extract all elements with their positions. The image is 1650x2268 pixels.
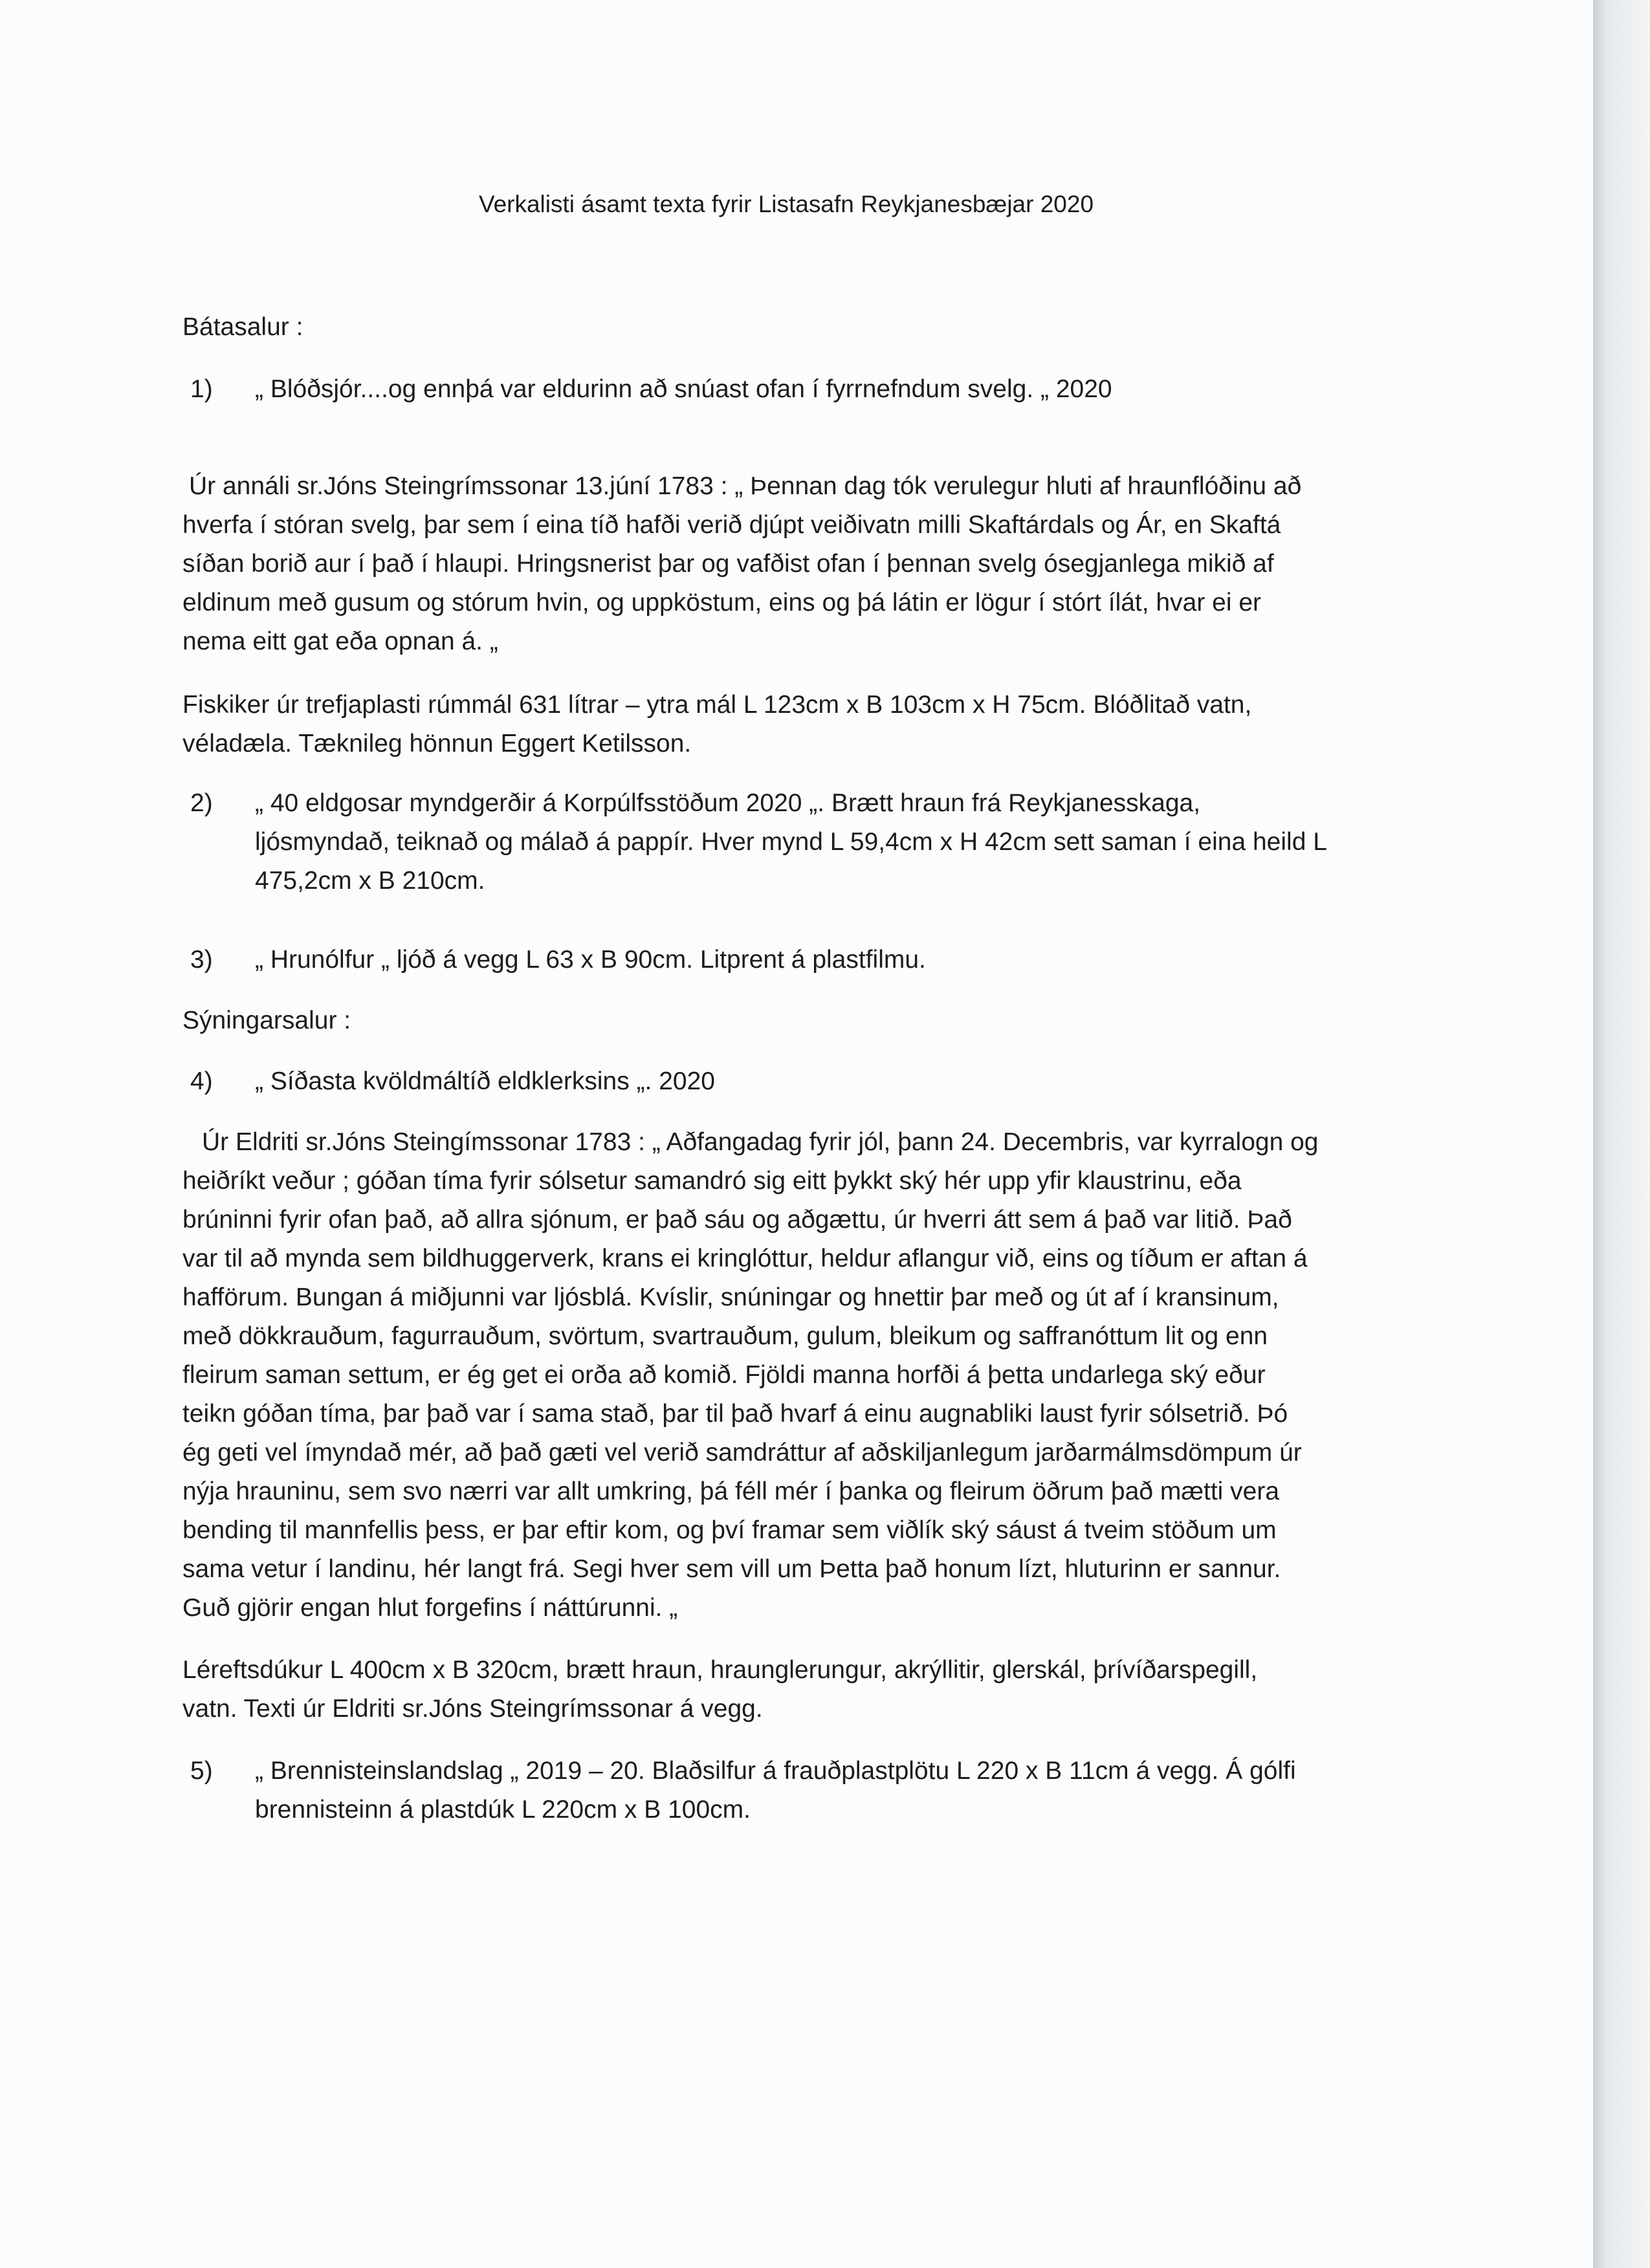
quote-line: sama vetur í landinu, hér langt frá. Segi hver sem vill um Þetta það honum lízt, hluturinn er sannur. bbox=[182, 1555, 1281, 1583]
materials-line: Fiskiker úr trefjaplasti rúmmál 631 lítrar – ytra mál L 123cm x B 103cm x H 75cm. Blóðlitað vatn, bbox=[182, 691, 1252, 719]
quote-line: fleirum saman settum, er ég get ei orða að komið. Fjöldi manna horfði á þetta undarlega ský eður bbox=[182, 1361, 1266, 1389]
quote-line: nema eitt gat eða opnan á. „ bbox=[182, 627, 498, 655]
item-2-line: ljósmyndað, teiknað og málað á pappír. Hver mynd L 59,4cm x H 42cm sett saman í eina heild L bbox=[255, 828, 1327, 856]
quote-line: eldinum með gusum og stórum hvin, og uppköstum, eins og þá látin er lögur í stórt ílát, hvar ei er bbox=[182, 589, 1262, 616]
quote-line: heiðríkt veður ; góðan tíma fyrir sólsetur samandró sig eitt þykkt ský hér upp yfir klaustrinu, eða bbox=[182, 1167, 1242, 1195]
eldrit-quote bbox=[202, 1123, 1318, 1162]
annal-quote bbox=[189, 467, 1301, 506]
item-3-text bbox=[255, 941, 926, 979]
section-heading-syningarsalur: Sýningarsalur : bbox=[182, 1007, 351, 1034]
document-title: Verkalisti ásamt texta fyrir Listasafn Reykjanesbæjar 2020 bbox=[478, 191, 1094, 217]
item-2-text bbox=[255, 784, 1327, 900]
item-5-text bbox=[255, 1752, 1296, 1829]
quote-line: bending til mannfellis þess, er þar eftir kom, og því framar sem viðlík ský sáust á tveim stöðum um bbox=[182, 1516, 1277, 1544]
quote-line: ég geti vel ímyndað mér, að það gæti vel verið samdráttur af aðskiljanlegum jarðarmálmsdömpum úr bbox=[182, 1439, 1302, 1467]
item-3-line: „ Hrunólfur „ ljóð á vegg L 63 x B 90cm. Litprent á plastfilmu. bbox=[255, 946, 926, 974]
quote-line: nýja hrauninu, sem svo nærri var allt umkring, þá féll mér í þanka og fleirum öðrum það mætti vera bbox=[182, 1477, 1280, 1505]
quote-line: Úr annáli sr.Jóns Steingrímssonar 13.júní 1783 : „ Þennan dag tók verulegur hluti af hraunflóðinu að bbox=[189, 472, 1302, 500]
quote-line: Úr Eldriti sr.Jóns Steingímssonar 1783 : „ Aðfangadag fyrir jól, þann 24. Decembris, var kyrralogn og bbox=[202, 1128, 1319, 1156]
item-2-line: 475,2cm x B 210cm. bbox=[255, 867, 485, 895]
quote-line: Guð gjörir engan hlut forgefins í náttúrunni. „ bbox=[182, 1594, 678, 1622]
quote-line: síðan borið aur í það í hlaupi. Hringsnerist þar og vafðist ofan í þennan svelg ósegjanlega mikið af bbox=[182, 550, 1274, 578]
item-1-line: „ Blóðsjór....og ennþá var eldurinn að snúast ofan í fyrrnefndum svelg. „ 2020 bbox=[255, 375, 1112, 403]
section-heading-batasalur: Bátasalur : bbox=[182, 313, 303, 341]
item-4-line: „ Síðasta kvöldmáltíð eldklerksins „. 2020 bbox=[255, 1067, 715, 1095]
quote-line: með dökkrauðum, fagurrauðum, svörtum, svartrauðum, gulum, bleikum og saffranóttum lit og enn bbox=[182, 1322, 1268, 1350]
item-1-materials bbox=[182, 686, 1251, 763]
item-4-text bbox=[255, 1062, 715, 1101]
item-number-2: 2) bbox=[190, 789, 213, 817]
item-number-4: 4) bbox=[190, 1067, 213, 1095]
materials-line: véladæla. Tæknileg hönnun Eggert Ketilsson. bbox=[182, 730, 692, 758]
item-number-3: 3) bbox=[190, 946, 213, 974]
scanner-edge-shadow bbox=[1593, 0, 1650, 2268]
item-5-line: brennisteinn á plastdúk L 220cm x B 100cm. bbox=[255, 1796, 751, 1824]
eldrit-quote-cont bbox=[182, 1162, 1308, 1628]
annal-quote-cont bbox=[182, 506, 1281, 661]
quote-line: hverfa í stóran svelg, þar sem í eina tíð hafði verið djúpt veiðivatn milli Skaftárdals og Ár, en Skaftá bbox=[182, 511, 1281, 539]
item-4-materials bbox=[182, 1651, 1257, 1728]
item-number-1: 1) bbox=[190, 375, 213, 403]
item-5-line: „ Brennisteinslandslag „ 2019 – 20. Blaðsilfur á frauðplastplötu L 220 x B 11cm á vegg. Á gólfi bbox=[255, 1757, 1296, 1785]
quote-line: hafförum. Bungan á miðjunni var ljósblá. Kvíslir, snúningar og hnettir þar með og út af í kransinum, bbox=[182, 1283, 1279, 1311]
item-2-line: „ 40 eldgosar myndgerðir á Korpúlfsstöðum 2020 „. Brætt hraun frá Reykjanesskaga, bbox=[255, 789, 1201, 817]
materials-line: vatn. Texti úr Eldriti sr.Jóns Steingrímssonar á vegg. bbox=[182, 1695, 763, 1723]
quote-line: brúninni fyrir ofan það, að allra sjónum, er það sáu og aðgættu, úr hverri átt sem á það var litið. Það bbox=[182, 1206, 1292, 1234]
quote-line: var til að mynda sem bildhuggerverk, krans ei kringlóttur, heldur aflangur við, eins og tíðum er aftan á bbox=[182, 1245, 1308, 1272]
item-1-text bbox=[255, 370, 1112, 409]
item-number-5: 5) bbox=[190, 1757, 213, 1785]
quote-line: teikn góðan tíma, þar það var í sama stað, þar til það hvarf á einu augnabliki laust fyrir sólsetrið. Þó bbox=[182, 1400, 1288, 1428]
materials-line: Léreftsdúkur L 400cm x B 320cm, brætt hraun, hraunglerungur, akrýllitir, glerskál, þrívíðarspegill, bbox=[182, 1656, 1258, 1684]
